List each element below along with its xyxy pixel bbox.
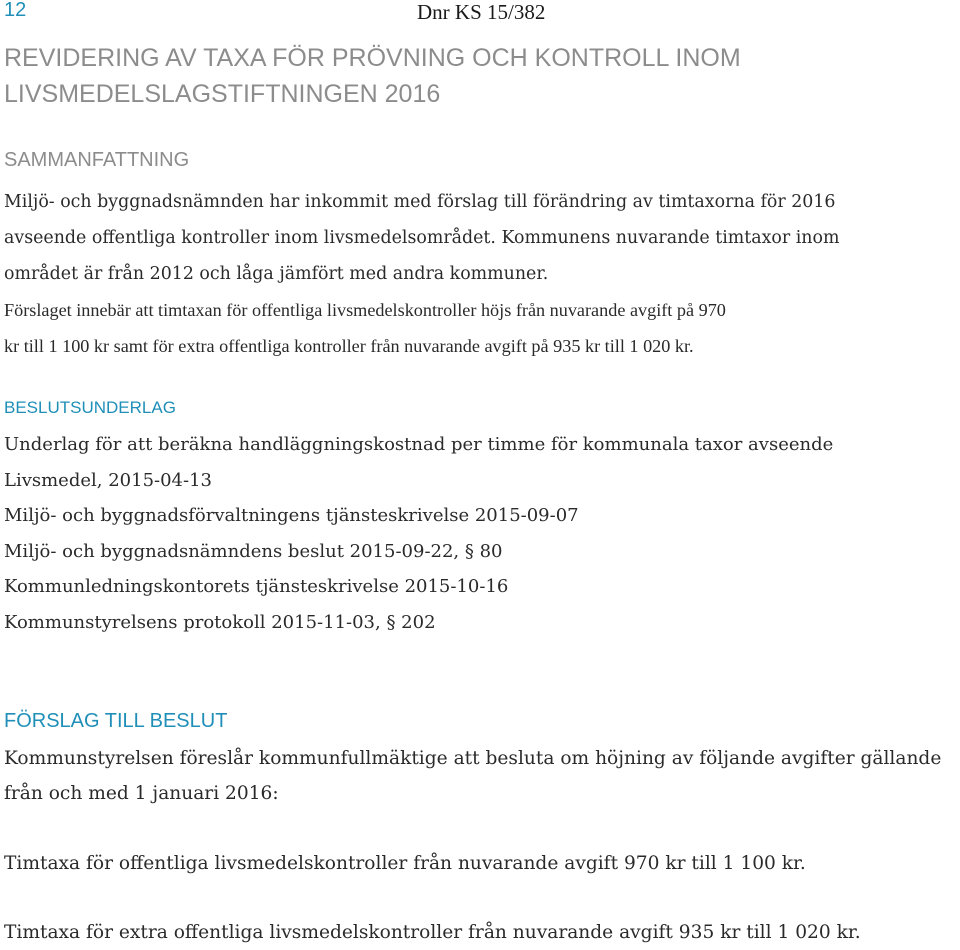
basis-list [4,427,833,640]
basis-item: Miljö- och byggnadsförvaltningens tjänsteskrivelse 2015-09-07 [4,505,579,526]
title-line-2: LIVSMEDELSLAGSTIFTNINGEN 2016 [4,80,441,108]
basis-item: Underlag för att beräkna handläggningskostnad per timme för kommunala taxor avseende [4,434,834,455]
proposal-heading: FÖRSLAG TILL BESLUT [4,710,228,732]
proposal-line: från och med 1 januari 2016: [4,783,279,804]
basis-item: Kommunstyrelsens protokoll 2015-11-03, § 202 [4,611,436,633]
fee-regular: Timtaxa för offentliga livsmedelskontroller från nuvarande avgift 970 kr till 1 100 kr. [4,853,806,874]
summary-line: avseende offentliga kontroller inom livsmedelsområdet. Kommunens nuvarande timtaxor inom [4,228,840,248]
basis-item: Kommunledningskontorets tjänsteskrivelse 2015-10-16 [4,576,509,597]
fee-extra: Timtaxa för extra offentliga livsmedelskontroller från nuvarande avgift 935 kr till 1 020 kr. [4,922,861,943]
summary-line: Miljö- och byggnadsnämnden har inkommit med förslag till förändring av timtaxorna för 2016 [4,192,836,212]
basis-item: Miljö- och byggnadsnämndens beslut 2015-09-22, § 80 [4,540,503,562]
summary-section [4,184,960,364]
summary-line: Förslaget innebär att timtaxan för offentliga livsmedelskontroller höjs från nuvarande avgift på 970 [4,300,726,320]
summary-line: området är från 2012 och låga jämfört med andra kommuner. [4,264,549,284]
document-title [4,40,741,112]
reference-number: Dnr KS 15/382 [417,0,546,24]
basis-item: Livsmedel, 2015-04-13 [4,469,212,491]
summary-heading: SAMMANFATTNING [4,149,190,171]
summary-line: kr till 1 100 kr samt för extra offentliga kontroller från nuvarande avgift på 935 kr till 1 020 kr. [4,336,694,356]
page-number: 12 [4,0,27,21]
proposal-text [4,741,941,811]
proposal-line: Kommunstyrelsen föreslår kommunfullmäktige att besluta om höjning av följande avgifter gällande [4,748,942,769]
basis-heading: BESLUTSUNDERLAG [4,398,176,417]
title-line-1: REVIDERING AV TAXA FÖR PRÖVNING OCH KONTROLL INOM [4,44,741,72]
